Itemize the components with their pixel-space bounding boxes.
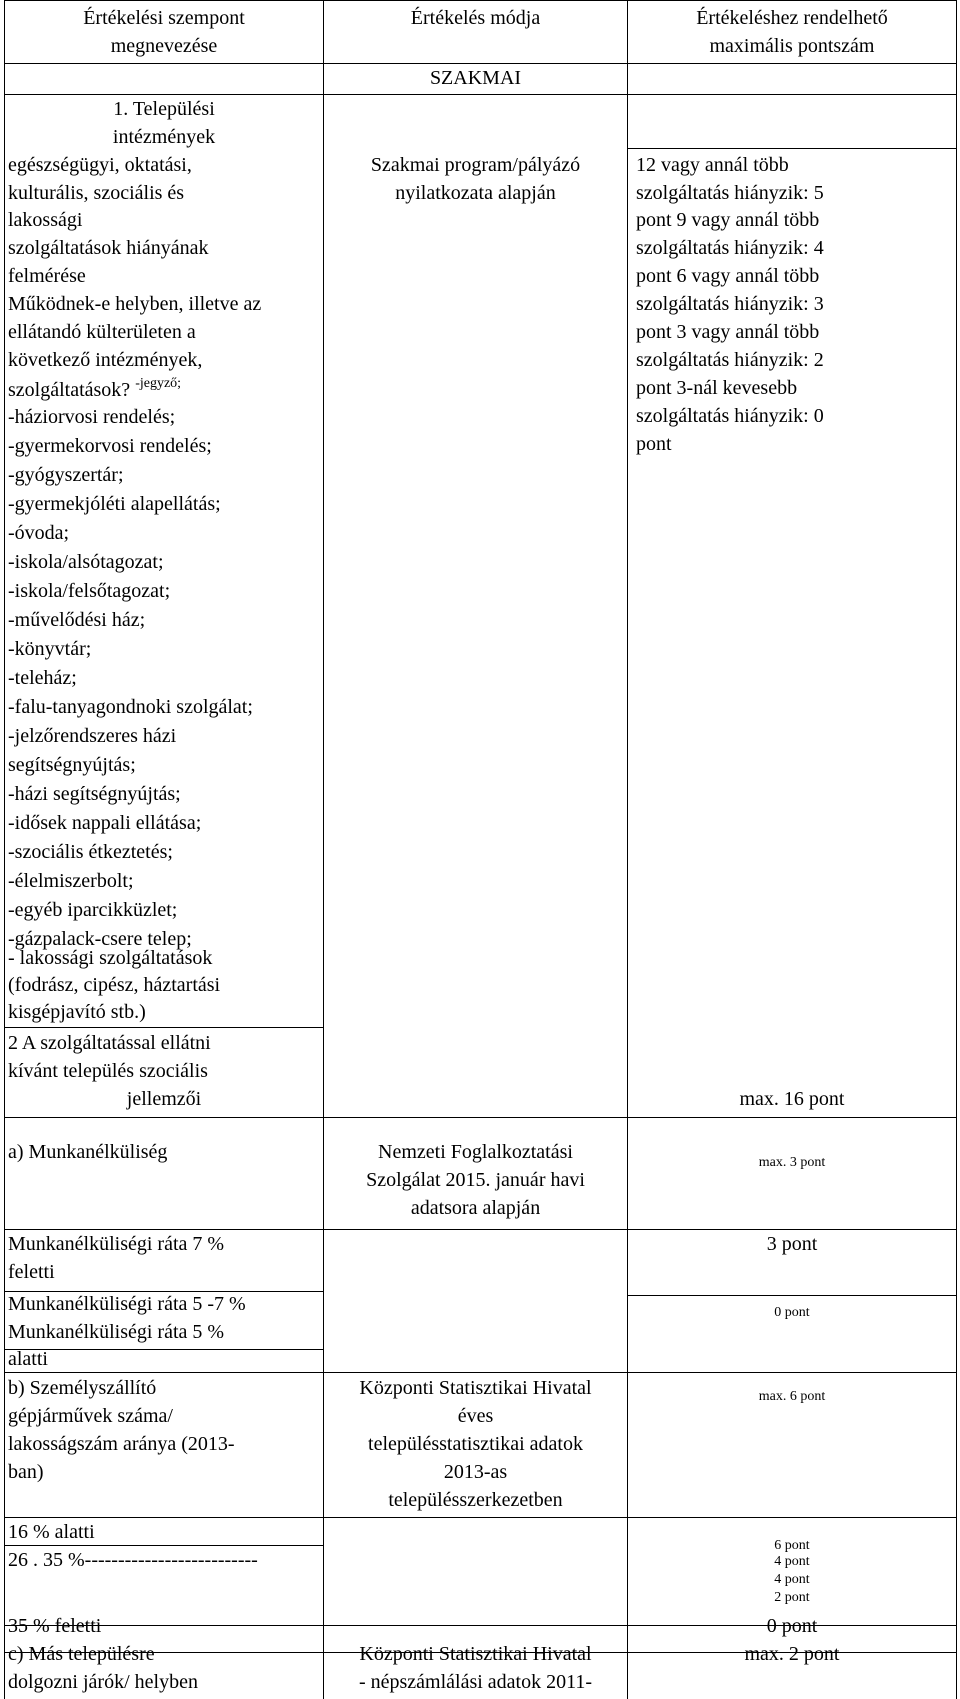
table-border-top — [4, 0, 957, 1]
row-divider — [627, 148, 957, 149]
criterion1-desc: egészségügyi, oktatási, — [8, 154, 192, 176]
criterion1-desc: kulturális, szociális és — [8, 182, 185, 204]
service-item: -teleház; — [8, 667, 77, 689]
service-item: -gázpalack-csere telep; — [8, 928, 192, 950]
criterion1-scoring: pont 3 vagy annál több — [636, 321, 820, 343]
service-item: (fodrász, cipész, háztartási — [8, 974, 221, 996]
service-item: -jelzőrendszeres házi — [8, 725, 177, 747]
b-method: Központi Statisztikai Hivatal — [359, 1377, 592, 1399]
a-row-label: Munkanélküliségi ráta 5 -7 % — [8, 1293, 246, 1315]
a-row-label: Munkanélküliségi ráta 7 % — [8, 1233, 225, 1255]
c-max: max. 2 pont — [744, 1643, 840, 1665]
service-item: -háziorvosi rendelés; — [8, 406, 176, 428]
service-item: -gyógyszertár; — [8, 464, 124, 486]
b-row-points: 4 pont — [774, 1572, 810, 1587]
a-method: Nemzeti Foglalkoztatási — [378, 1141, 573, 1163]
criterion1-scoring: pont 9 vagy annál több — [636, 209, 820, 231]
criterion1-scoring: pont — [636, 433, 672, 455]
row-divider — [4, 1517, 957, 1518]
b-method: 2013-as — [443, 1461, 508, 1483]
criterion1-scoring: pont 6 vagy annál több — [636, 265, 820, 287]
criterion1-desc: lakossági — [8, 209, 83, 231]
service-item: -élelmiszerbolt; — [8, 870, 134, 892]
row-divider — [627, 1295, 957, 1296]
criterion1-question-text: szolgáltatások? — [8, 379, 131, 401]
b-row-label: 16 % alatti — [8, 1521, 95, 1543]
criterion1-scoring: 12 vagy annál több — [636, 154, 789, 176]
header-divider — [4, 63, 957, 64]
b-method: településszerkezetben — [388, 1489, 563, 1511]
section-divider — [4, 94, 957, 95]
service-item: -iskola/felsőtagozat; — [8, 580, 171, 602]
header-col3-line2: maximális pontszám — [709, 35, 875, 57]
b-label: ban) — [8, 1461, 44, 1483]
service-item: -iskola/alsótagozat; — [8, 551, 164, 573]
criterion1-desc: felmérése — [8, 265, 86, 287]
service-item: -könyvtár; — [8, 638, 92, 660]
b-max: max. 6 pont — [758, 1389, 826, 1404]
criterion1-method: Szakmai program/pályázó — [370, 154, 581, 176]
header-col3-line1: Értékeléshez rendelhető — [696, 7, 888, 29]
service-item: -óvoda; — [8, 522, 70, 544]
c-method: - népszámlálási adatok 2011- — [358, 1671, 593, 1693]
b-row-label: 35 % feletti — [8, 1615, 102, 1637]
b-method: településstatisztikai adatok — [368, 1433, 583, 1455]
c-label: c) Más településre — [8, 1643, 155, 1665]
b-row-points: 2 pont — [774, 1590, 810, 1605]
footnote-jegyzo: -jegyző; — [135, 376, 182, 391]
criterion1-desc: ellátandó külterületen a — [8, 321, 196, 343]
a-row-label: Munkanélküliségi ráta 5 % — [8, 1321, 225, 1343]
row-divider — [4, 1117, 957, 1118]
b-label: lakosságszám aránya (2013- — [8, 1433, 235, 1455]
service-item: segítségnyújtás; — [8, 754, 136, 776]
row-divider — [4, 1027, 324, 1028]
service-item: -egyéb iparcikküzlet; — [8, 899, 178, 921]
criterion1-question — [8, 375, 181, 405]
criterion1-desc: szolgáltatások hiányának — [8, 237, 209, 259]
service-item: kisgépjavító stb.) — [8, 1001, 146, 1023]
c-method: Központi Statisztikai Hivatal — [359, 1643, 592, 1665]
header-col2: Értékelés módja — [410, 7, 541, 29]
service-item: -házi segítségnyújtás; — [8, 783, 181, 805]
service-item: -falu-tanyagondnoki szolgálat; — [8, 696, 253, 718]
row-divider — [4, 1229, 957, 1230]
a-row-label: feletti — [8, 1261, 55, 1283]
a-method: Szolgálat 2015. január havi — [366, 1169, 585, 1191]
b-label: b) Személyszállító — [8, 1377, 157, 1399]
b-method: éves — [457, 1405, 494, 1427]
b-row-points: 0 pont — [766, 1615, 818, 1637]
c-label: dolgozni járók/ helyben — [8, 1671, 198, 1693]
service-item: - lakossági szolgáltatások — [8, 947, 213, 969]
criterion1-scoring: szolgáltatás hiányzik: 5 — [636, 182, 824, 204]
criterion1-desc: következő intézmények, — [8, 349, 203, 371]
a-method: adatsora alapján — [410, 1197, 541, 1219]
a-row-label: alatti — [8, 1348, 48, 1370]
service-item: -szociális étkeztetés; — [8, 841, 173, 863]
criterion1-scoring: szolgáltatás hiányzik: 0 — [636, 405, 824, 427]
a-row-points: 3 pont — [766, 1233, 818, 1255]
service-item: -gyermekorvosi rendelés; — [8, 435, 212, 457]
criterion1-scoring: pont 3-nál kevesebb — [636, 377, 798, 399]
service-item: -idősek nappali ellátása; — [8, 812, 202, 834]
criterion1-scoring: szolgáltatás hiányzik: 2 — [636, 349, 824, 371]
row-divider — [4, 1372, 957, 1373]
service-item: -művelődési ház; — [8, 609, 146, 631]
criterion2-title: kívánt település szociális — [8, 1060, 208, 1082]
a-max: max. 3 pont — [758, 1155, 826, 1170]
b-row-points: 4 pont — [774, 1554, 810, 1569]
a-row-points: 0 pont — [774, 1305, 810, 1320]
criterion1-method: nyilatkozata alapján — [395, 182, 556, 204]
a-label: a) Munkanélküliség — [8, 1141, 168, 1163]
criterion1-title: 1. Települési — [113, 98, 215, 120]
criterion2-title: jellemzői — [126, 1088, 202, 1110]
criterion1-scoring: szolgáltatás hiányzik: 3 — [636, 293, 824, 315]
section-title: SZAKMAI — [429, 67, 522, 89]
service-item: -gyermekjóléti alapellátás; — [8, 493, 221, 515]
b-row-points: 6 pont — [774, 1538, 810, 1553]
b-row-label: 26 . 35 %-------------------------- — [8, 1549, 258, 1571]
criterion1-scoring: szolgáltatás hiányzik: 4 — [636, 237, 824, 259]
criterion2-max: max. 16 pont — [739, 1088, 845, 1110]
criterion2-title: 2 A szolgáltatással ellátni — [8, 1032, 211, 1054]
table-border-left — [4, 0, 5, 1699]
criterion1-desc: Működnek-e helyben, illetve az — [8, 293, 262, 315]
header-col1-line2: megnevezése — [110, 35, 218, 57]
criterion1-title: intézmények — [112, 126, 216, 148]
header-col1-line1: Értékelési szempont — [83, 7, 245, 29]
b-label: gépjárművek száma/ — [8, 1405, 173, 1427]
row-divider — [4, 1349, 324, 1350]
table-border-right — [956, 0, 957, 1699]
